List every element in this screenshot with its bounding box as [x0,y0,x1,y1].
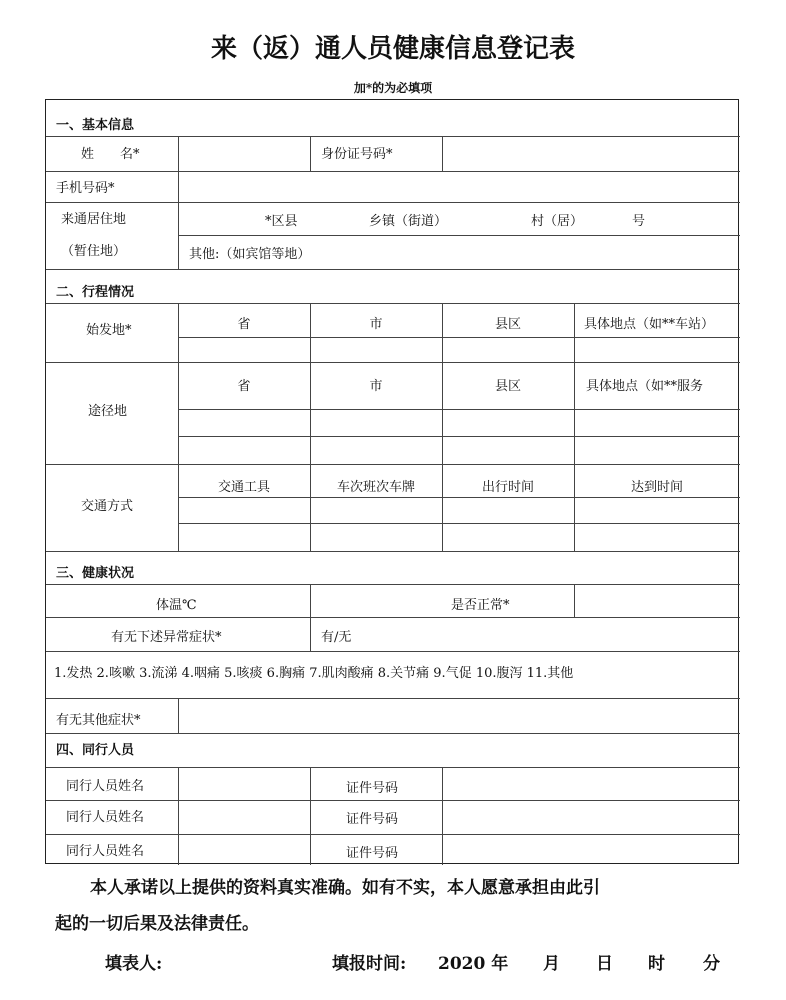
origin-city-label: 市 [369,317,383,332]
town-label: 乡镇（街道） [369,214,448,229]
phone-label: 手机号码* [56,181,115,196]
companion-name-label: 同行人员姓名 [66,779,145,794]
departure-time-header: 出行时间 [481,480,534,495]
section-basic-info-title: 一、基本信息 [56,118,135,133]
symptom-list: 1.发热 2.咳嗽 3.流涕 4.咽痛 5.咳痰 6.胸痛 7.肌肉酸痛 8.关节痛 9.气促 10.腹泻 11.其他 [54,666,574,681]
origin-label: 始发地* [86,323,132,338]
companion-id-label: 证件号码 [346,812,399,827]
arrival-time-header: 达到时间 [630,480,683,495]
village-label: 村（居） [531,214,584,229]
via-place-label: 具体地点（如**服务 [586,379,704,394]
residence-sub-label: （暂住地） [61,244,127,259]
pledge-text-line1: 本人承诺以上提供的资料真实准确。如有不实，本人愿意承担由此引 [90,878,600,898]
companion-id-label: 证件号码 [346,846,399,861]
origin-district-label: 县区 [494,317,521,332]
symptom-label: 有无下述异常症状* [111,630,222,645]
normal-label: 是否正常* [451,598,510,613]
symptom-value: 有/无 [321,630,352,645]
transport-label: 交通方式 [81,499,134,514]
via-label: 途径地 [88,404,128,419]
house-number-label: 号 [632,214,646,229]
other-symptom-label: 有无其他症状* [56,713,141,728]
fill-year: 2020 年 [438,954,509,974]
form-title: 来（返）通人员健康信息登记表 [210,34,575,64]
pledge-text-line2: 起的一切后果及法律责任。 [55,914,259,934]
section-companions-title: 四、同行人员 [56,743,135,758]
other-residence-label: 其他:（如宾馆等地） [189,247,311,262]
via-city-label: 市 [369,379,383,394]
fill-hour: 时 [648,954,665,974]
county-label: *区县 [265,214,298,229]
id-number-label: 身份证号码* [321,147,393,162]
companion-name-label: 同行人员姓名 [66,810,145,825]
name-label: 姓 名* [81,147,140,162]
via-province-label: 省 [237,379,251,394]
companion-name-label: 同行人员姓名 [66,844,145,859]
required-note: 加*的为必填项 [353,81,433,95]
companion-id-label: 证件号码 [346,781,399,796]
fill-day: 日 [596,954,613,974]
fill-time-label: 填报时间: [332,954,407,974]
origin-province-label: 省 [237,317,251,332]
via-district-label: 县区 [494,379,521,394]
section-itinerary-title: 二、行程情况 [56,285,135,300]
residence-label: 来通居住地 [61,212,127,227]
fill-minute: 分 [703,954,720,974]
origin-place-label: 具体地点（如**车站） [584,317,715,332]
temperature-label: 体温℃ [156,598,197,613]
transport-vehicle-header: 交通工具 [217,480,270,495]
filler-label: 填表人: [105,954,163,974]
fill-month: 月 [543,954,560,974]
form-table [45,99,739,864]
section-health-title: 三、健康状况 [56,566,135,581]
transport-number-header: 车次班次车牌 [336,480,415,495]
